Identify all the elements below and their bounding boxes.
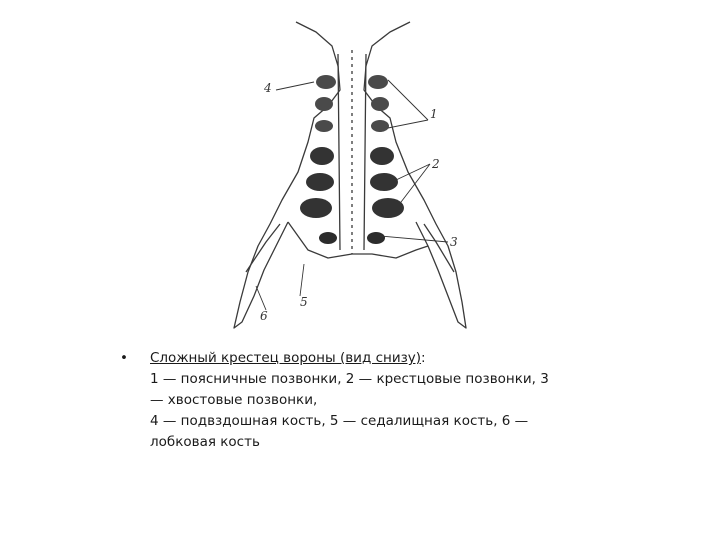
label-1: 1 <box>430 107 438 121</box>
caption-body <box>150 348 560 453</box>
caption-colon: : <box>421 350 426 366</box>
posterior-margin <box>288 222 428 258</box>
bullet-marker: • <box>120 350 128 366</box>
label-5: 5 <box>300 295 308 309</box>
label-4: 4 <box>264 81 272 95</box>
label-6: 6 <box>260 309 268 323</box>
synsacrum-drawing <box>220 10 480 340</box>
caption-line-2: — хвостовые позвонки, <box>150 392 318 408</box>
figure-caption <box>120 348 560 453</box>
caption-title-line <box>150 348 560 369</box>
caption-title: Сложный крестец вороны (вид снизу) <box>150 350 422 366</box>
label-2: 2 <box>432 157 440 171</box>
caption-line-4: лобковая кость <box>150 434 260 450</box>
lumbar-foramina <box>315 75 389 132</box>
caption-line-1: 1 — поясничные позвонки, 2 — крестцовые позвонки, 3 <box>150 371 549 387</box>
label-3: 3 <box>450 235 458 249</box>
synsacrum-illustration <box>220 10 480 340</box>
caption-line-3: 4 — подвздошная кость, 5 — седалищная кость, 6 — <box>150 413 529 429</box>
